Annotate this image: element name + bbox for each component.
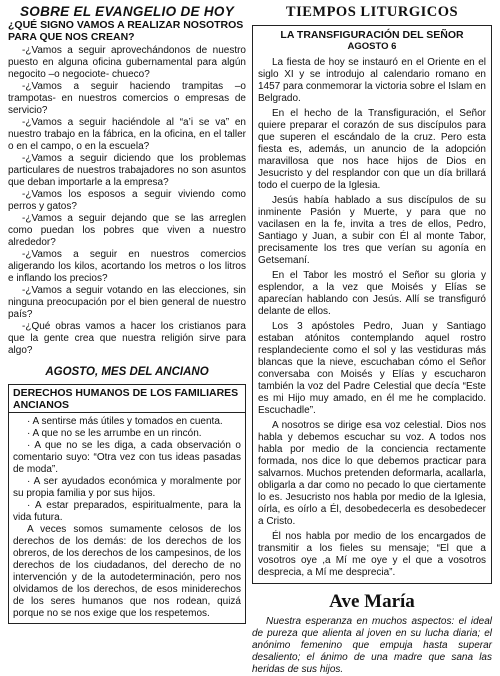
transfiguration-paragraph: En el Tabor les mostró el Señor su gloria y esplendor, a la vez que Moisés y Elías se aparecían hablando con Jesús. Allí se transfiguró delante de ellos.: [258, 270, 486, 317]
transfiguration-paragraph: En el hecho de la Transfiguración, el Señor quiere preparar el corazón de sus discípulos para que superen el escándalo de la cruz. Pero esta fiesta es, además, un anuncio de la adopción maravillosa que nos hace hijos de Dios en Jesucristo y del resplandor con que un día brillará todo el cuerpo de la Iglesia.: [258, 108, 486, 191]
liturgical-times-title: TIEMPOS LITURGICOS: [285, 4, 459, 20]
transfiguration-date: AGOSTO 6: [347, 41, 397, 52]
elderly-right-item: · A sentirse más útiles y tomados en cuenta.: [27, 416, 223, 427]
gospel-paragraph: -¿Vamos a seguir haciendo trampitas –o trampotas- en nuestros comercios o empresas de servicio?: [8, 81, 246, 116]
ave-maria-title: Ave María: [329, 591, 415, 612]
gospel-paragraph: -¿Qué obras vamos a hacer los cristianos para que la gente crea que nuestra religión sirve para algo?: [8, 321, 246, 356]
elderly-right-item: · A estar preparados, espiritualmente, para la vida futura.: [13, 500, 241, 523]
elderly-rights-title: DERECHOS HUMANOS DE LOS FAMILIARES ANCIANOS: [9, 385, 245, 413]
gospel-paragraphs: [8, 45, 246, 357]
transfiguration-box: [252, 25, 492, 584]
elderly-rights-closing: A veces somos sumamente celosos de los derechos de los demás: de los derechos de los obreros, de los derechos de los campesinos, de los derechos de los ciudadanos, del derecho de no intervención y de la autodeterminación, pero nos olvidamos de los derechos, de esos miniderechos de los seres humanos que nos rodean, quizá porque no se nos exige que los respetemos.: [13, 524, 241, 619]
gospel-paragraph: -¿Vamos a seguir aprovechándonos de nuestro puesto en alguna oficina gubernamental para algún negocito –o negociote- chueco?: [8, 45, 246, 80]
left-column: [8, 4, 246, 624]
elderly-month-title: AGOSTO, MES DEL ANCIANO: [45, 366, 209, 378]
elderly-right-item: · A ser ayudados económica y moralmente por su propia familia y por sus hijos.: [13, 476, 241, 499]
elderly-right-item: · A que no se les diga, a cada observación o comentario suyo: “Otra vez con tus ideas pasadas de moda”.: [13, 440, 241, 475]
ave-maria-text: Nuestra esperanza en muchos aspectos: el ideal de pureza que alienta al joven en su lucha diaria; el anónimo femenino que empuja hasta superar desaliento; el ánimo de una madre que sana las heridas de sus hijos.: [252, 616, 492, 675]
gospel-question-heading: ¿QUÉ SIGNO VAMOS A REALIZAR NOSOTROS PARA QUE NOS CREAN?: [8, 19, 244, 43]
elderly-right-item: · A que no se les arrumbe en un rincón.: [27, 428, 202, 439]
gospel-paragraph: -¿Vamos a seguir diciendo que los problemas particulares de nuestros trabajadores no son asuntos que deban importarle a la empresa?: [8, 153, 246, 188]
transfiguration-paragraph: A nosotros se dirige esa voz celestial. Dios nos habla y debemos escuchar su voz. A todos nos habla por medio de la conciencia rectamente formada, nos dice lo que debemos practicar para salvarnos. Muchos pretenden deformarla, acallarla, obligarla a dar como no pecado lo que ciertamente lo es. Jesucristo nos habla por medio de la Iglesia, oírla, es oírlo a Él, desobedecerla es desobedecer a Cristo.: [258, 420, 486, 527]
right-column: [252, 4, 492, 676]
transfiguration-paragraph: Él nos habla por medio de los encargados de transmitir a los fieles su mensaje; “El que a vosotros oye ,a Mí me oye y el que a vosotros desprecia, a Mí me desprecia”.: [258, 531, 486, 578]
gospel-paragraph: -¿Vamos a seguir dejando que se las arreglen como puedan los pobres que viven a nuestro alrededor?: [8, 213, 246, 248]
gospel-paragraph: -¿Vamos los esposos a seguir viviendo como perros y gatos?: [8, 189, 246, 212]
transfiguration-title: LA TRANSFIGURACIÓN DEL SEÑOR: [280, 29, 464, 41]
gospel-paragraph: -¿Vamos a seguir votando en las elecciones, sin ninguna preocupación por el bien general de nuestro país?: [8, 285, 246, 320]
transfiguration-paragraph: Jesús había hablado a sus discípulos de su inminente Pasión y Muerte, y para que no vacilasen en la fe, invita a tres de ellos, Pedro, Santiago y Juan, a subir con Él al monte Tabor, precisamente los tres que verían su agonía en Getsemaní.: [258, 195, 486, 266]
transfiguration-paragraph: Los 3 apóstoles Pedro, Juan y Santiago estaban atónitos contemplando aquel rostro resplandeciente como el sol y las vestiduras más blancas que la nieve, escuchaban cómo el Señor conversaba con Moisés y Elías y escucharon también la voz del Padre Celestial que decía “Este es mi Hijo muy amado, en él me he complacido. Escuchadle”.: [258, 321, 486, 416]
gospel-paragraph: -¿Vamos a seguir en nuestros comercios aligerando los kilos, acortando los metros o los litros e inflando los precios?: [8, 249, 246, 284]
elderly-rights-box: [8, 384, 246, 624]
gospel-section-title: SOBRE EL EVANGELIO DE HOY: [19, 4, 235, 19]
gospel-paragraph: -¿Vamos a seguir haciéndole al “a’i se va” en nuestro trabajo en la fábrica, en la oficina, en el taller o en el campo, o en la escuela?: [8, 117, 246, 152]
transfiguration-paragraph: La fiesta de hoy se instauró en el Oriente en el siglo XI y se introdujo al calendario romano en 1457 para conmemorar la victoria sobre el Islam en Belgrado.: [258, 57, 486, 104]
